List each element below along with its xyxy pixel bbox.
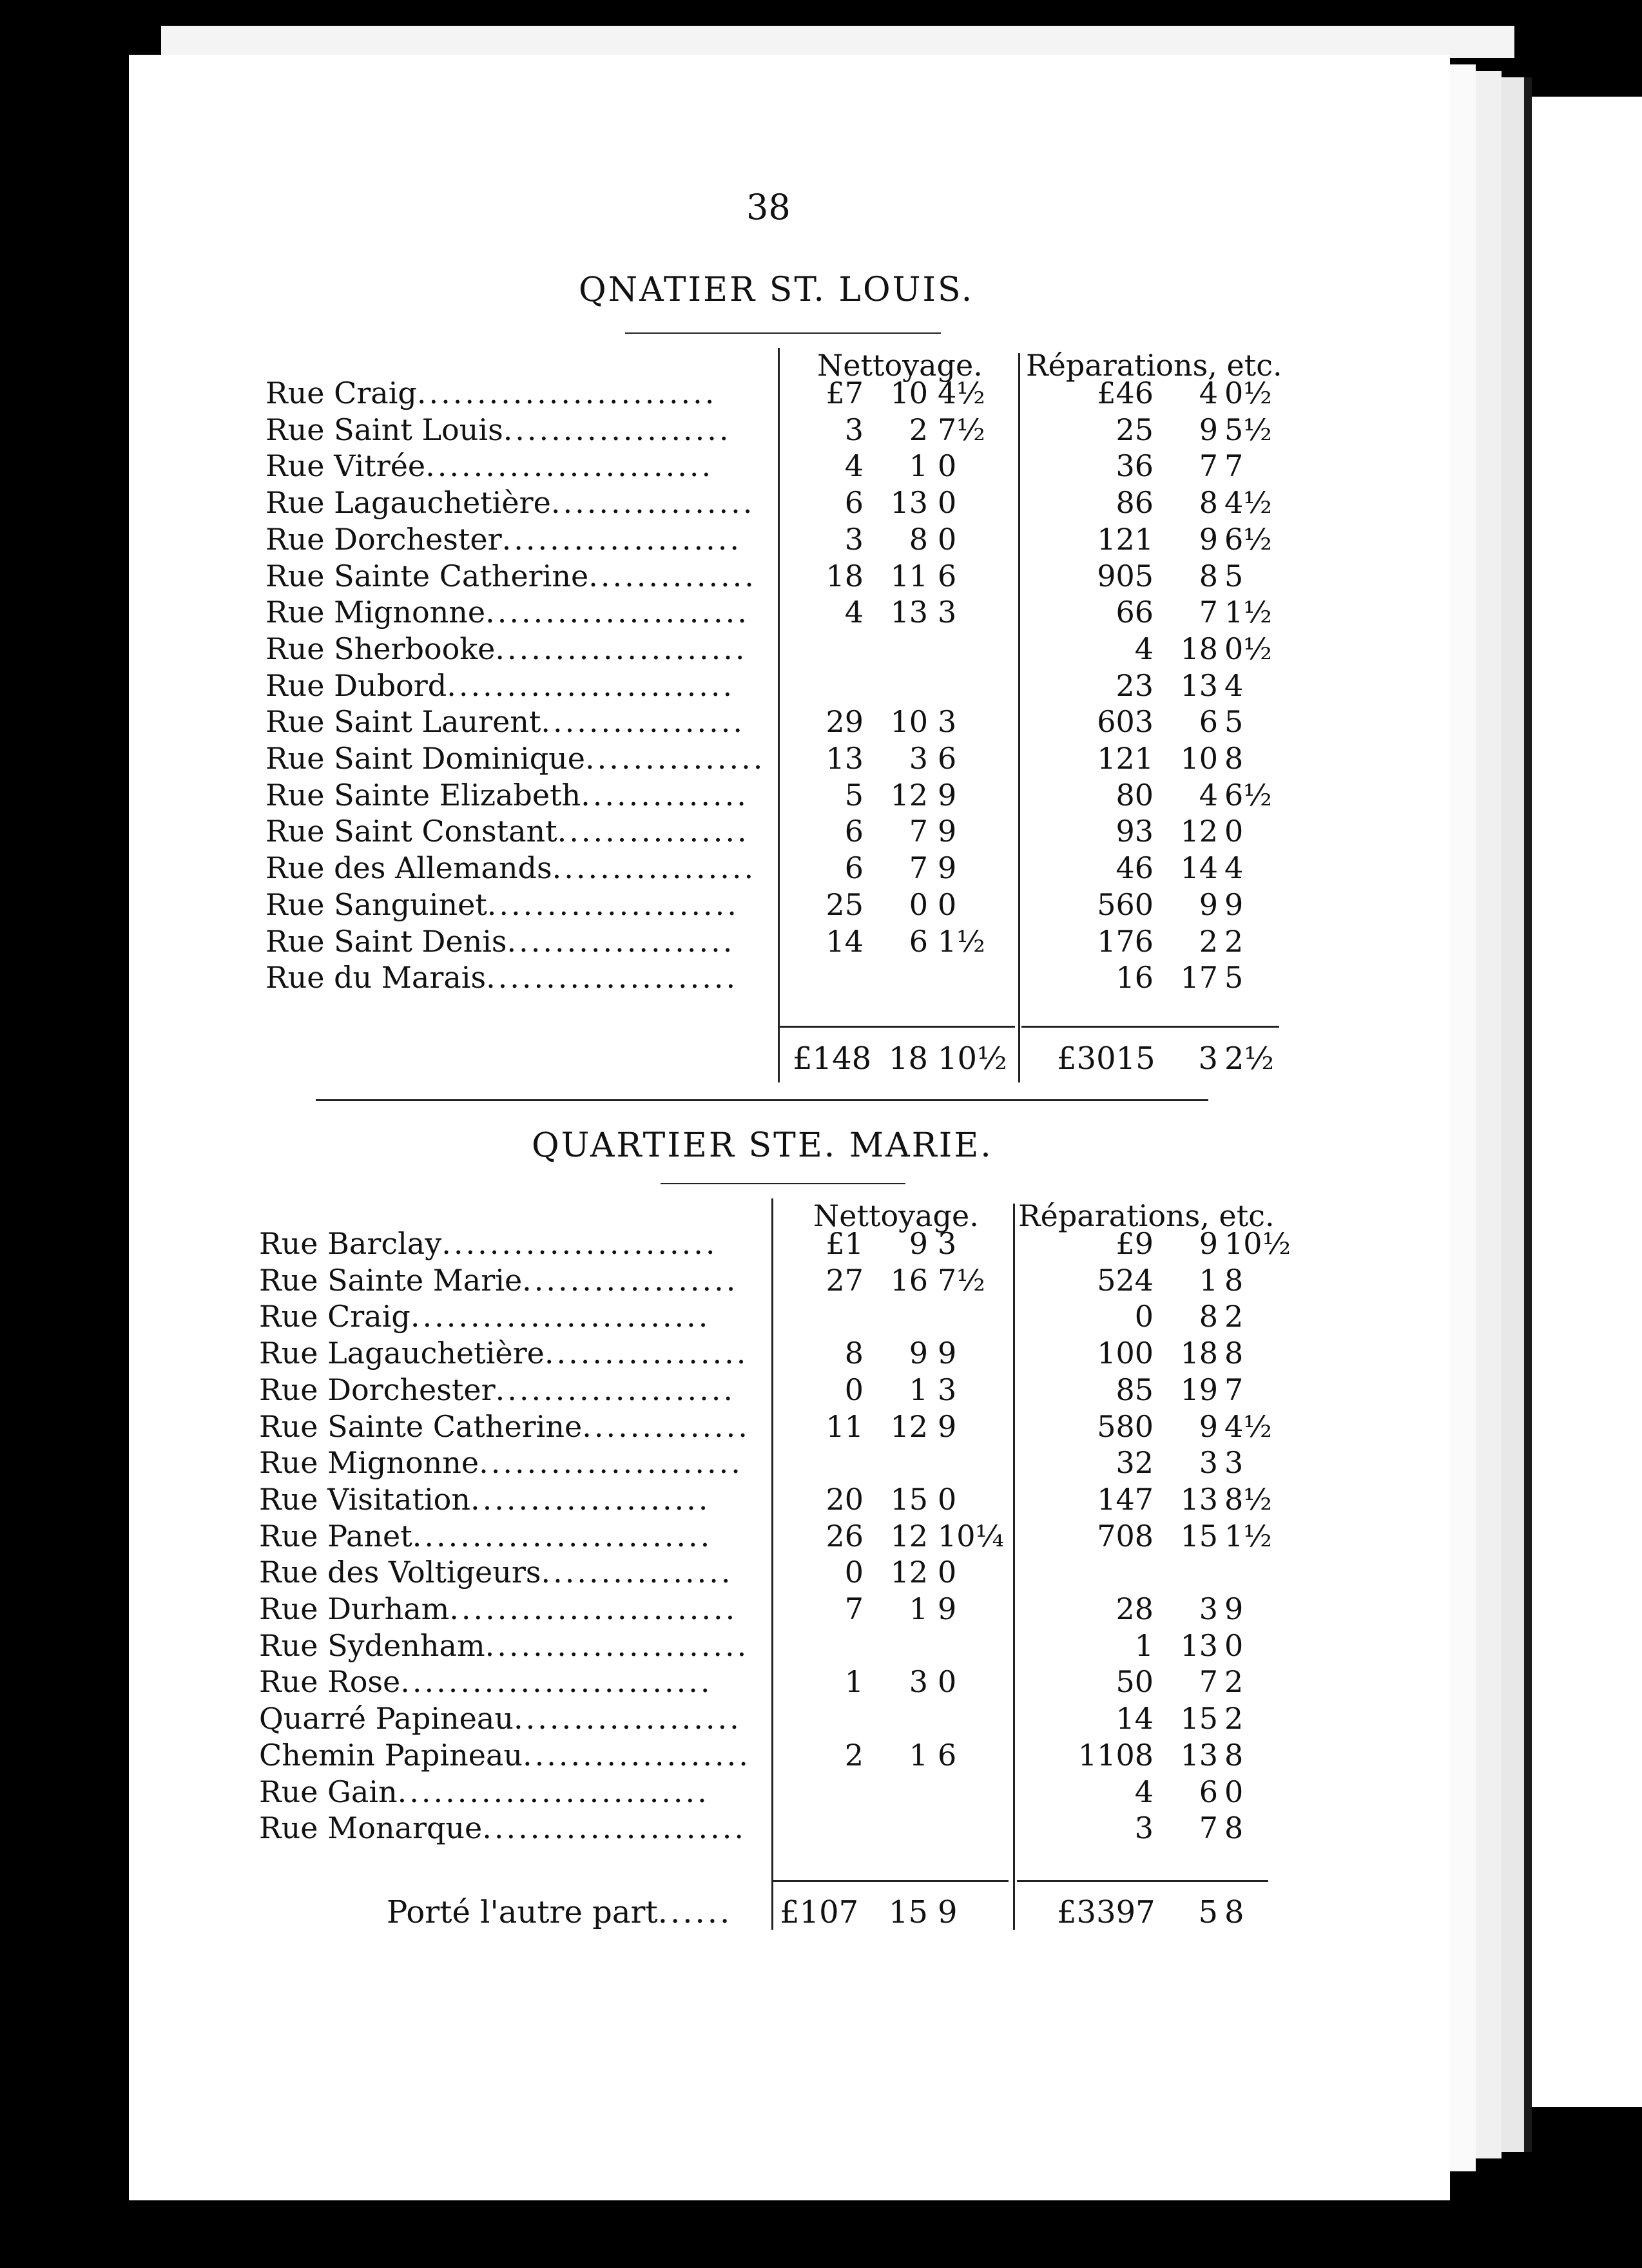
nettoyage-cell: 9 [938,1336,957,1371]
nettoyage-cell: 3 [938,704,957,740]
reparations-cell: 0 [1224,1628,1244,1663]
nettoyage-cell: 10 [890,704,928,740]
nettoyage-cell: 0 [938,1664,957,1700]
page-top-edge [161,26,1514,58]
nettoyage-cell: 1½ [938,923,985,959]
reparations-cell: 560 [1097,887,1154,922]
table-row [0,741,1642,777]
column-header-nettoyage: Nettoyage. [817,348,983,383]
nettoyage-cell: 9 [938,850,957,886]
nettoyage-cell: 15 [890,1481,928,1517]
table-row [0,1628,1642,1664]
reparations-cell: 3 [1199,1445,1218,1481]
reparations-cell: 5 [1224,960,1244,995]
street-label: Rue Sherbooke..................... [266,631,748,666]
table-row [0,1263,1642,1299]
total-cell: 8 [1224,1894,1244,1930]
nettoyage-cell: 9 [938,1408,957,1444]
reparations-cell: 121 [1097,741,1154,776]
reparations-cell: 1108 [1077,1737,1154,1773]
nettoyage-cell: 9 [938,1591,957,1626]
reparations-cell: 3 [1199,1591,1218,1626]
table-row [0,704,1642,740]
table-row [0,1299,1642,1335]
nettoyage-cell: 1 [844,1664,864,1700]
column-header-reparations: Réparations, etc. [1018,1198,1275,1233]
nettoyage-cell: 3 [909,741,928,776]
reparations-cell: 13 [1180,668,1218,703]
nettoyage-cell: 0 [938,887,957,922]
nettoyage-cell: 11 [826,1408,864,1444]
reparations-cell: 66 [1116,595,1154,630]
reparations-cell: 580 [1097,1408,1154,1444]
section-title: QUARTIER STE. MARIE. [532,1126,993,1165]
nettoyage-cell: 9 [909,1336,928,1371]
reparations-cell: 121 [1097,521,1154,557]
section-divider [316,1099,1208,1101]
reparations-cell: 2 [1224,1664,1244,1700]
reparations-cell: 4 [1134,631,1154,666]
reparations-cell: 50 [1116,1664,1154,1700]
reparations-cell: 1½ [1224,595,1272,630]
nettoyage-cell: 12 [890,1518,928,1553]
nettoyage-cell: 0 [938,485,957,521]
nettoyage-cell: 12 [890,1555,928,1590]
reparations-cell: 3 [1224,1445,1244,1481]
reparations-cell: 8 [1224,1737,1244,1773]
reparations-cell: 7 [1199,1664,1218,1700]
nettoyage-cell: 18 [826,558,864,593]
reparations-cell: 80 [1116,777,1154,812]
reparations-cell: 7 [1199,1811,1218,1846]
nettoyage-cell: 6 [844,850,864,886]
total-cell: 5 [1198,1894,1218,1930]
reparations-cell: 8 [1199,1299,1218,1334]
reparations-cell: 9 [1199,1408,1218,1444]
reparations-cell: 1½ [1224,1518,1272,1553]
title-rule [625,332,941,334]
nettoyage-cell: 6 [938,558,957,593]
nettoyage-cell: 29 [826,704,864,740]
table-row [0,814,1642,850]
nettoyage-cell: 0 [909,887,928,922]
reparations-cell: 0 [1134,1299,1154,1334]
reparations-cell: 18 [1180,1336,1218,1371]
table-row [0,1774,1642,1811]
reparations-cell: 603 [1097,704,1154,740]
reparations-cell: 1 [1134,1628,1154,1663]
total-cell: 18 [888,1041,928,1077]
total-cell: £107 [780,1894,859,1930]
street-label: Rue Sainte Marie.................. [259,1262,739,1298]
total-rule [1017,1880,1268,1882]
reparations-cell: 36 [1116,448,1154,484]
nettoyage-cell: 8 [844,1336,864,1371]
reparations-cell: 7 [1199,595,1218,630]
street-label: Rue Dorchester.................... [266,521,742,557]
reparations-cell: 4 [1224,668,1244,703]
reparations-cell: 7 [1199,448,1218,484]
nettoyage-cell: 0 [844,1555,864,1590]
reparations-cell: 2 [1224,1299,1244,1334]
page-number: 38 [746,187,791,227]
reparations-cell: 4 [1199,376,1218,410]
reparations-cell: 6½ [1224,521,1272,557]
nettoyage-cell: 6 [844,485,864,521]
reparations-cell: 9 [1224,1591,1244,1626]
nettoyage-cell: 0 [844,1372,864,1407]
table-row [0,778,1642,814]
nettoyage-cell: 4½ [938,376,985,410]
reparations-cell: 4½ [1224,485,1272,521]
nettoyage-cell: 7½ [938,412,985,447]
table-row [0,1664,1642,1700]
reparations-cell: 93 [1116,814,1154,849]
street-label: Rue Lagauchetière................. [259,1336,749,1371]
nettoyage-cell: 16 [890,1262,928,1298]
table-row [0,1701,1642,1737]
reparations-cell: 13 [1180,1737,1218,1773]
reparations-cell: 6½ [1224,777,1272,812]
table-row [0,1519,1642,1555]
reparations-cell: 13 [1180,1628,1218,1663]
nettoyage-cell: 3 [938,1226,957,1261]
nettoyage-cell: 0 [938,1481,957,1517]
street-label: Rue Barclay....................... [259,1226,718,1261]
table-row [0,1555,1642,1591]
reparations-cell: 32 [1116,1445,1154,1481]
nettoyage-cell: 9 [938,777,957,812]
nettoyage-cell: 20 [826,1481,864,1517]
title-rule [661,1183,905,1184]
reparations-cell: 8 [1224,741,1244,776]
nettoyage-cell: 3 [844,521,864,557]
nettoyage-cell: 12 [890,777,928,812]
reparations-cell: 0 [1224,1774,1244,1809]
reparations-cell: 8 [1199,485,1218,521]
reparations-cell: 2 [1224,923,1244,959]
total-row [0,1041,1642,1077]
table-row [0,1738,1642,1774]
reparations-cell: 9 [1224,887,1244,922]
reparations-cell: 0 [1224,814,1244,849]
nettoyage-cell: 14 [826,923,864,959]
nettoyage-cell: 1 [909,1737,928,1773]
reparations-cell: 16 [1116,960,1154,995]
nettoyage-cell: 4 [844,595,864,630]
nettoyage-cell: 1 [909,1591,928,1626]
table-row [0,1591,1642,1628]
street-label: Rue Panet......................... [259,1518,713,1553]
street-label: Rue Sainte Catherine.............. [259,1408,750,1444]
nettoyage-cell: 4 [844,448,864,484]
street-label: Rue des Allemands................. [266,850,757,886]
street-label: Rue Rose.......................... [259,1664,713,1700]
nettoyage-cell: £7 [826,376,864,410]
nettoyage-cell: 7½ [938,1262,985,1298]
table-row [0,1409,1642,1445]
street-label: Rue Durham........................ [259,1591,738,1626]
nettoyage-cell: 25 [826,887,864,922]
nettoyage-cell: 9 [938,814,957,849]
total-cell: 9 [938,1894,958,1930]
total-cell: £148 [793,1041,872,1077]
nettoyage-cell: 6 [909,923,928,959]
street-label: Rue Craig......................... [259,1299,711,1334]
nettoyage-cell: 2 [844,1737,864,1773]
reparations-cell: 28 [1116,1591,1154,1626]
reparations-cell: 8 [1199,558,1218,593]
table-row [0,412,1642,448]
nettoyage-cell: 0 [938,521,957,557]
reparations-cell: 8 [1224,1336,1244,1371]
street-label: Rue des Voltigeurs................ [259,1555,733,1590]
reparations-cell: 1 [1199,1262,1218,1298]
nettoyage-cell: 6 [938,1737,957,1773]
nettoyage-cell: 13 [826,741,864,776]
reparations-cell: 147 [1097,1481,1154,1517]
reparations-cell: 12 [1180,814,1218,849]
total-rule [1021,1026,1279,1028]
reparations-cell: 0½ [1224,376,1272,410]
nettoyage-cell: 0 [938,448,957,484]
table-row [0,887,1642,923]
table-row [0,1336,1642,1372]
reparations-cell: £46 [1097,376,1154,410]
table-row [0,960,1642,996]
nettoyage-cell: 7 [844,1591,864,1626]
total-rule [780,1026,1015,1028]
nettoyage-cell: 6 [844,814,864,849]
table-row [0,850,1642,887]
table-row [0,448,1642,485]
reparations-cell: 85 [1116,1372,1154,1407]
reparations-cell: 4 [1224,850,1244,886]
reparations-cell: 18 [1180,631,1218,666]
table-row [0,631,1642,668]
nettoyage-cell: 11 [890,558,928,593]
table-row [0,485,1642,521]
reparations-cell: 23 [1116,668,1154,703]
nettoyage-cell: 7 [909,814,928,849]
street-label: Rue Sanguinet..................... [266,887,739,922]
total-rule [773,1880,1009,1882]
reparations-cell: £9 [1116,1226,1154,1261]
reparations-cell: 3 [1134,1811,1154,1846]
table-row [0,522,1642,558]
column-header-reparations: Réparations, etc. [1026,348,1282,383]
nettoyage-cell: 9 [909,1226,928,1261]
nettoyage-cell: 0 [938,1555,957,1590]
nettoyage-cell: 1 [909,1372,928,1407]
nettoyage-cell: 5 [844,777,864,812]
street-label: Rue Sainte Elizabeth.............. [266,777,749,812]
reparations-cell: 4 [1134,1774,1154,1809]
reparations-cell: 4 [1199,777,1218,812]
reparations-cell: 13 [1180,1481,1218,1517]
reparations-cell: 8 [1224,1262,1244,1298]
street-label: Rue Gain.......................... [259,1774,710,1809]
reparations-cell: 2 [1224,1701,1244,1736]
reparations-cell: 10½ [1224,1226,1291,1261]
street-label: Quarré Papineau................... [259,1701,742,1736]
table-row [0,1226,1642,1262]
carried-forward-label: Porté l'autre part...... [387,1894,733,1930]
table-row [0,559,1642,595]
reparations-cell: 905 [1097,558,1154,593]
nettoyage-cell: 27 [826,1262,864,1298]
nettoyage-cell: 26 [826,1518,864,1553]
reparations-cell: 10 [1180,741,1218,776]
reparations-cell: 15 [1180,1518,1218,1553]
street-label: Rue Sainte Catherine.............. [266,558,757,593]
nettoyage-cell: 2 [909,412,928,447]
nettoyage-cell: 3 [844,412,864,447]
reparations-cell: 176 [1097,923,1154,959]
reparations-cell: 9 [1199,412,1218,447]
nettoyage-cell: 13 [890,595,928,630]
reparations-cell: 7 [1224,1372,1244,1407]
nettoyage-cell: 1 [909,448,928,484]
street-label: Rue Craig......................... [266,376,717,410]
reparations-cell: 5 [1224,704,1244,740]
street-label: Rue Dubord........................ [266,668,735,703]
street-label: Rue Lagauchetière................. [266,485,755,521]
nettoyage-cell: 3 [909,1664,928,1700]
total-cell: £3015 [1057,1041,1155,1077]
reparations-cell: 86 [1116,485,1154,521]
table-row [0,924,1642,960]
nettoyage-cell: 7 [909,850,928,886]
reparations-cell: 14 [1180,850,1218,886]
reparations-cell: 6 [1199,704,1218,740]
table-row [0,1482,1642,1518]
reparations-cell: 9 [1199,887,1218,922]
nettoyage-cell: 10¼ [938,1518,1005,1553]
table-row [0,1445,1642,1481]
reparations-cell: 4½ [1224,1408,1272,1444]
nettoyage-cell: 3 [938,595,957,630]
total-cell: 2½ [1224,1041,1275,1077]
street-label: Rue Sydenham...................... [259,1628,749,1663]
street-label: Rue du Marais..................... [266,960,739,995]
reparations-cell: 2 [1199,923,1218,959]
street-label: Rue Saint Constant................ [266,814,749,849]
reparations-cell: 0½ [1224,631,1272,666]
reparations-cell: 7 [1224,448,1244,484]
nettoyage-cell: 13 [890,485,928,521]
reparations-cell: 8 [1224,1811,1244,1846]
reparations-cell: 9 [1199,1226,1218,1261]
street-label: Rue Mignonne...................... [266,595,749,630]
street-label: Rue Saint Louis................... [266,412,731,447]
reparations-cell: 15 [1180,1701,1218,1736]
reparations-cell: 19 [1180,1372,1218,1407]
nettoyage-cell: 12 [890,1408,928,1444]
column-header-nettoyage: Nettoyage. [813,1198,979,1233]
reparations-cell: 17 [1180,960,1218,995]
reparations-cell: 5½ [1224,412,1272,447]
reparations-cell: 46 [1116,850,1154,886]
street-label: Rue Mignonne...................... [259,1445,743,1481]
table-row [0,1811,1642,1847]
total-cell: 10½ [938,1041,1007,1077]
street-label: Chemin Papineau................... [259,1737,751,1773]
reparations-cell: 14 [1116,1701,1154,1736]
total-cell: £3397 [1057,1894,1155,1930]
nettoyage-cell: 6 [938,741,957,776]
street-label: Rue Saint Denis................... [266,923,735,959]
reparations-cell: 25 [1116,412,1154,447]
total-cell: 15 [888,1894,928,1930]
reparations-cell: 9 [1199,521,1218,557]
table-row [0,595,1642,631]
section-title: QNATIER ST. LOUIS. [579,271,974,309]
reparations-cell: 708 [1097,1518,1154,1553]
reparations-cell: 6 [1199,1774,1218,1809]
street-label: Rue Monarque...................... [259,1811,746,1846]
street-label: Rue Saint Dominique............... [266,741,766,776]
nettoyage-cell: 10 [890,376,928,410]
table-row [0,376,1642,412]
nettoyage-cell: £1 [826,1226,864,1261]
street-label: Rue Dorchester.................... [259,1372,736,1407]
street-label: Rue Visitation.................... [259,1481,711,1517]
reparations-cell: 100 [1097,1336,1154,1371]
table-row [0,668,1642,704]
reparations-cell: 524 [1097,1262,1154,1298]
nettoyage-cell: 3 [938,1372,957,1407]
total-row [0,1894,1642,1930]
reparations-cell: 8½ [1224,1481,1272,1517]
table-row [0,1372,1642,1408]
reparations-cell: 5 [1224,558,1244,593]
street-label: Rue Vitrée........................ [266,448,714,484]
total-cell: 3 [1198,1041,1218,1077]
street-label: Rue Saint Laurent................. [266,704,745,740]
nettoyage-cell: 8 [909,521,928,557]
